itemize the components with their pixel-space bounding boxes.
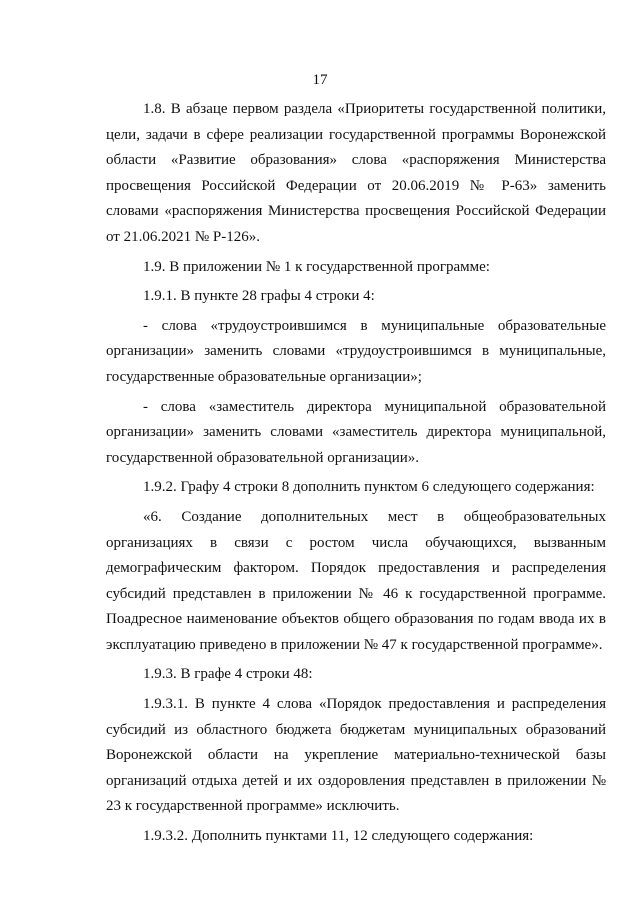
paragraph-dash-1: - слова «трудоустроившимся в муниципальные образовательные организации» заменить словами «трудоустроившимся в муниципальные, государственные образовательные организации»; (106, 317, 606, 385)
paragraph-1-9-1: 1.9.1. В пункте 28 графы 4 строки 4: (143, 288, 375, 305)
paragraph-1-9-3-2: 1.9.3.2. Дополнить пунктами 11, 12 следующего содержания: (143, 828, 534, 845)
paragraph-1-8: 1.8. В абзаце первом раздела «Приоритеты государственной политики, цели, задачи в сфере реализации государственной программы Воронежской области «Развитие образования» слова «распоряжения Министерства просвещения Российской Федерации от 20.06.2019 № Р-63» заменить словами «распоряжения Министерства просвещения Российской Федерации от 21.06.2021 № Р-126». (106, 101, 606, 245)
paragraph-1-9-2: 1.9.2. Графу 4 строки 8 дополнить пунктом 6 следующего содержания: (143, 479, 595, 496)
paragraph-1-9: 1.9. В приложении № 1 к государственной программе: (143, 258, 490, 275)
paragraph-1-9-3-1: 1.9.3.1. В пункте 4 слова «Порядок предоставления и распределения субсидий из областного бюджета бюджетам муниципальных образований Воронежской области на укрепление материально-технической базы организаций отдыха детей и их оздоровления представлен в приложении № 23 к государственной программе» исключить. (106, 696, 606, 815)
page-number: 17 (312, 72, 328, 88)
paragraph-dash-2: - слова «заместитель директора муниципальной образовательной организации» заменить словами «заместитель директора муниципальной, государственной образовательной организации». (106, 398, 606, 466)
paragraph-1-9-3: 1.9.3. В графе 4 строки 48: (143, 666, 313, 683)
document-body (106, 97, 606, 850)
paragraph-quote-6: «6. Создание дополнительных мест в общеобразовательных организациях в связи с ростом числа обучающихся, вызванным демографическим фактором. Порядок предоставления и распределения субсидий представлен в приложении № 46 к государственной программе. Поадресное наименование объектов общего образования по годам ввода их в эксплуатацию приведено в приложении № 47 к государственной программе». (106, 508, 606, 653)
